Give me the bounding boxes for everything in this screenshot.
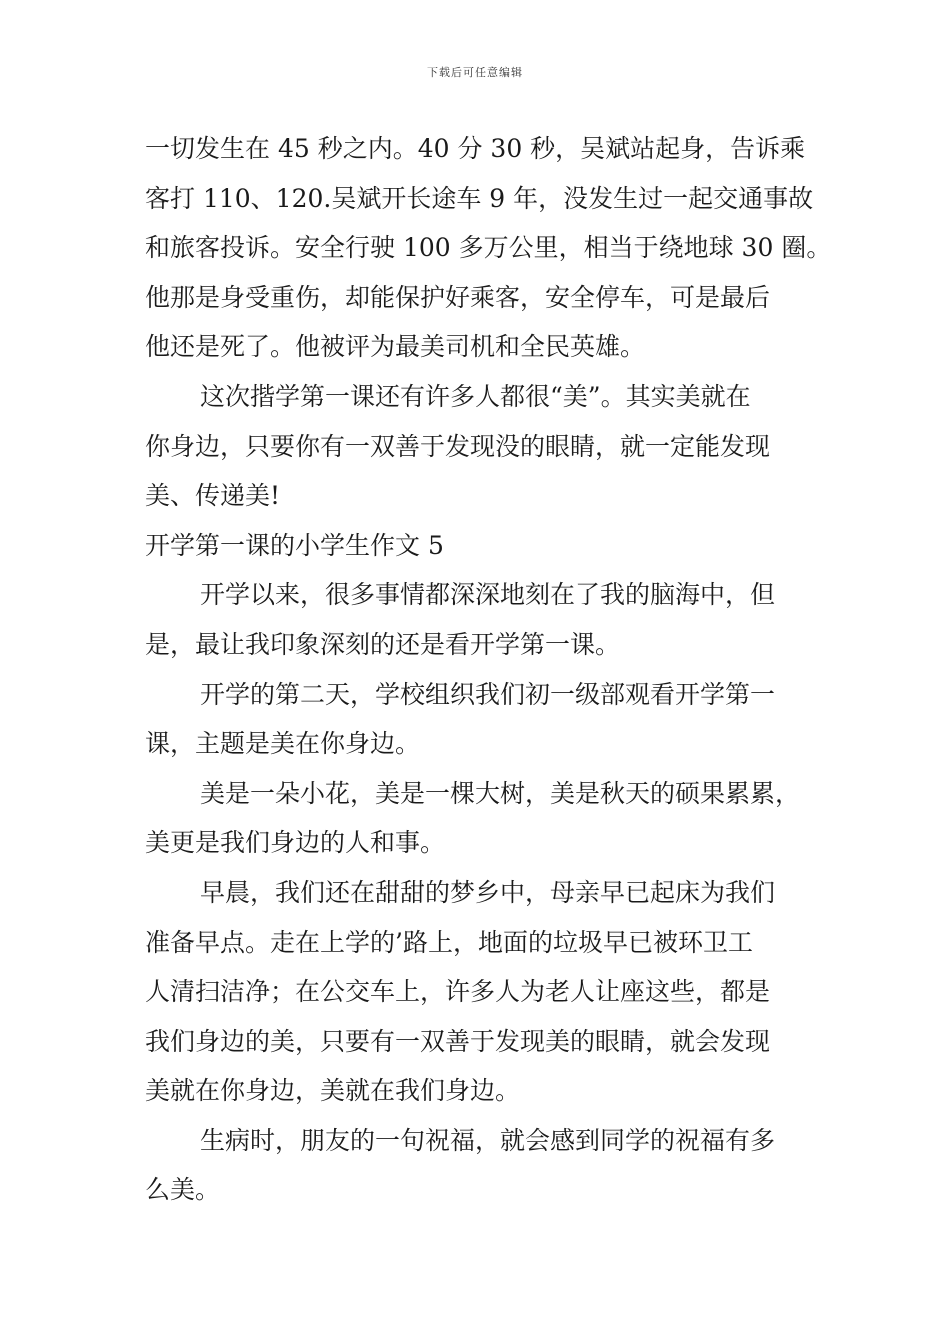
paragraph-first-line: 这次揩学第一课还有许多人都很“美”。其实美就在: [200, 381, 751, 411]
text-line: 他还是死了。他被评为最美司机和全民英雄。: [145, 332, 646, 362]
text-line: 一切发生在 45 秒之内。40 分 30 秒，吴斌站起身，告诉乘: [145, 134, 806, 163]
text-line: 准备早点。走在上学的’路上，地面的垃圾早已被环卫工: [145, 927, 753, 957]
page-header: 下载后可任意编辑: [427, 66, 523, 79]
paragraph-first-line: 开学的第二天，学校组织我们初一级部观看开学第一: [200, 679, 776, 709]
text-line: 和旅客投诉。安全行驶 100 多万公里，相当于绕地球 30 圈。: [145, 233, 832, 263]
text-line: 么美。: [145, 1175, 221, 1205]
section-heading: 开学第一课的小学生作文 5: [145, 530, 444, 560]
text-line: 人清扫洁净；在公交车上，许多人为老人让座这些，都是: [145, 977, 771, 1007]
text-line: 我们身边的美，只要有一双善于发现美的眼睛，就会发现: [145, 1026, 771, 1056]
paragraph-first-line: 早晨，我们还在甜甜的梦乡中，母亲早已起床为我们: [200, 877, 776, 907]
text-line: 课，主题是美在你身边。: [145, 729, 421, 759]
paragraph-first-line: 生病时，朋友的一句祝福，就会感到同学的祝福有多: [200, 1125, 776, 1155]
text-line: 你身边，只要你有一双善于发现没的眼睛，就一定能发现: [145, 431, 771, 461]
document-body: [145, 124, 832, 1215]
text-line: 他那是身受重伤，却能保护好乘客，安全停车，可是最后: [145, 282, 771, 312]
paragraph-first-line: 美是一朵小花，美是一棵大树，美是秋天的硕果累累，: [200, 778, 801, 808]
text-line: 美就在你身边，美就在我们身边。: [145, 1076, 521, 1106]
text-line: 美、传递美!: [145, 481, 281, 511]
text-line: 客打 110、120.吴斌开长途车 9 年，没发生过一起交通事故: [145, 183, 814, 213]
paragraph-first-line: 开学以来，很多事情都深深地刻在了我的脑海中，但: [200, 580, 776, 610]
text-line: 美更是我们身边的人和事。: [145, 828, 446, 858]
text-line: 是，最让我印象深刻的还是看开学第一课。: [145, 629, 621, 659]
